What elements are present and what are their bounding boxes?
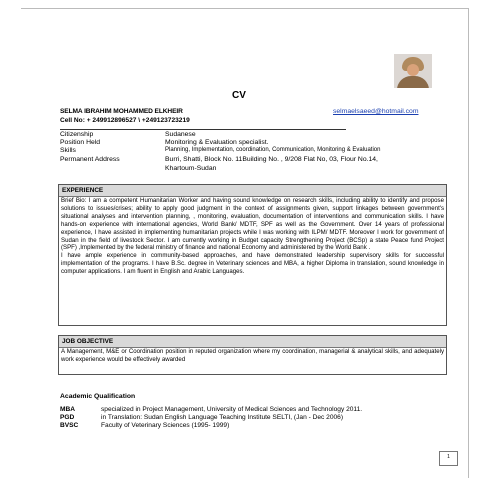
degree-code: PGD	[60, 414, 75, 421]
objective-section	[58, 335, 447, 375]
page-number: 1	[439, 451, 458, 466]
info-label: Permanent Address	[60, 156, 120, 163]
objective-heading: JOB OBJECTIVE	[59, 336, 446, 348]
page-title: CV	[232, 90, 246, 101]
experience-section	[58, 184, 447, 326]
divider	[60, 129, 346, 130]
info-value: Khartoum-Sudan	[165, 165, 217, 172]
degree-description: specialized in Project Management, University of Medical Sciences and Technology 2011.	[101, 406, 363, 413]
objective-text: A Management, M&E or Coordination position in reputed organization where my coordination, managerial & analytical skills, and adequately work experience would be effectively awarded	[61, 348, 444, 363]
candidate-name: SELMA IBRAHIM MOHAMMED ELKHEIR	[60, 108, 183, 115]
info-value: Monitoring & Evaluation specialist.	[165, 139, 269, 146]
info-label: Citizenship	[60, 131, 94, 138]
experience-body	[59, 197, 446, 276]
info-value: Planning, Implementation, coordination, Communication, Monitoring & Evaluation	[165, 147, 381, 153]
objective-body	[59, 348, 446, 364]
profile-photo	[394, 54, 432, 88]
info-value: Burri, Shatti, Block No. 11Building No. , 9/208 Flat No, 03, Flour No.14,	[165, 156, 378, 163]
degree-code: MBA	[60, 406, 76, 413]
degree-description: Faculty of Veterinary Sciences (1995- 1999)	[101, 422, 230, 429]
email-link[interactable]: selmaelsaeed@hotmail.com	[333, 108, 419, 115]
experience-paragraph: Brief Bio: I am a competent Humanitarian Worker and having sound knowledge on research skills, including ability to identify and propose solutions to issues/crises; ability to apply good judgment in the context of assignments given, support linkages between government's situational analyses and intervention planning, , monitoring, evaluation, documentation of interventions and communication skills. I have hands-on experience with international agencies, World Bank/ MDTF, SPF as well as the Government. Over 14 years of professional experience, I have assisted in implementing humanitarian projects while I was working with ILPM/ MDTF. Moreover I work for government of Sudan in the field of livestock Sector. I am currently working in Budget capacity Strengthening Project (BCSp) a state Peace fund Project (SPF) ,Implemented by the federal ministry of finance and national Economy and administered by the World Bank .	[61, 197, 444, 252]
info-label: Position Held	[60, 139, 101, 146]
cell-number: Cell No: + 249912896527 \ +249123723219	[60, 117, 190, 124]
academic-heading: Academic Qualification	[60, 393, 136, 400]
degree-description: in Translation: Sudan English Language Teaching Institute SELTI, (Jan - Dec 2006)	[101, 414, 344, 421]
experience-heading: EXPERIENCE	[59, 185, 446, 197]
info-label: Skills	[60, 147, 76, 154]
page-border-right	[468, 8, 469, 478]
info-value: Sudanese	[165, 131, 196, 138]
degree-code: BVSC	[60, 422, 79, 429]
experience-paragraph: I have ample experience in community-based approaches, and have demonstrated leadership supervisory skills for successful implementation of the programs. I have B.Sc. degree in Veterinary sciences and MBA, a higher Diploma in translation, sound knowledge in computer applications. I am fluent in English and Arabic Languages.	[61, 252, 444, 276]
page-border-top	[21, 8, 468, 9]
